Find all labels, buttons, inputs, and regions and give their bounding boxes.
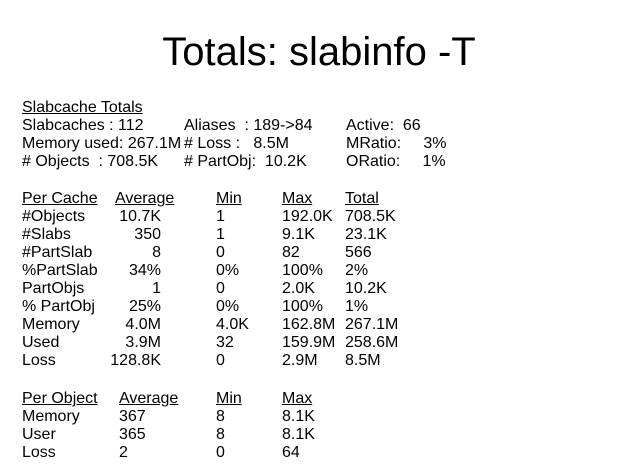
table-cell: 23.1K [345, 226, 387, 243]
table-cell: 0% [216, 298, 240, 315]
column-header: Max [282, 390, 313, 407]
column-header: Per Cache [22, 190, 98, 207]
table-cell: 365 [119, 426, 146, 443]
table-cell: 566 [345, 244, 372, 261]
table-cell: 82 [282, 244, 300, 261]
totals-cell: # Loss : 8.5M [184, 135, 289, 152]
table-cell: 34% [128, 262, 161, 279]
table-cell: 8.5M [345, 352, 381, 369]
totals-cell: MRatio: 3% [346, 135, 447, 152]
row-label: % PartObj [22, 298, 95, 315]
table-cell: 0 [216, 244, 225, 261]
table-cell: 0 [216, 444, 225, 461]
table-cell: 10.2K [345, 280, 387, 297]
table-cell: 100% [282, 262, 323, 279]
totals-cell: # Objects : 708.5K [22, 153, 159, 170]
row-label: #PartSlab [22, 244, 93, 261]
table-cell: 8 [216, 426, 225, 443]
row-label: %PartSlab [22, 262, 98, 279]
column-header: Max [282, 190, 313, 207]
totals-cell: Slabcaches : 112 [22, 117, 144, 134]
row-label: #Slabs [22, 226, 71, 243]
column-header: Average [115, 190, 175, 207]
row-label: User [22, 426, 56, 443]
row-label: Loss [22, 352, 56, 369]
table-cell: 0% [216, 262, 240, 279]
column-header: Average [119, 390, 179, 407]
table-cell: 100% [282, 298, 323, 315]
table-cell: 2 [119, 444, 128, 461]
table-cell: 25% [128, 298, 161, 315]
table-cell: 8.1K [282, 408, 315, 425]
table-cell: 0 [216, 280, 225, 297]
table-cell: 4.0M [125, 316, 161, 333]
table-cell: 192.0K [282, 208, 333, 225]
totals-cell: Active: 66 [346, 117, 421, 134]
table-cell: 1 [152, 280, 161, 297]
table-cell: 64 [282, 444, 300, 461]
table-cell: 2.0K [282, 280, 315, 297]
column-header: Total [345, 190, 379, 207]
row-label: Used [22, 334, 60, 351]
row-label: #Objects [22, 208, 86, 225]
table-cell: 708.5K [345, 208, 396, 225]
totals-cell: # PartObj: 10.2K [184, 153, 307, 170]
table-cell: 162.8M [282, 316, 336, 333]
totals-cell: Memory used: 267.1M [22, 135, 182, 152]
column-header: Min [216, 390, 242, 407]
table-cell: 9.1K [282, 226, 315, 243]
table-cell: 10.7K [119, 208, 161, 225]
table-cell: 2.9M [282, 352, 318, 369]
table-cell: 367 [119, 408, 146, 425]
table-cell: 1 [216, 226, 225, 243]
table-cell: 32 [216, 334, 234, 351]
table-cell: 350 [134, 226, 161, 243]
page-title: Totals: slabinfo -T [162, 30, 476, 74]
section-heading: Slabcache Totals [22, 99, 143, 116]
table-cell: 1% [345, 298, 369, 315]
table-cell: 8.1K [282, 426, 315, 443]
table-cell: 258.6M [345, 334, 399, 351]
row-label: Memory [22, 408, 80, 425]
row-label: Memory [22, 316, 80, 333]
table-cell: 267.1M [345, 316, 399, 333]
table-cell: 3.9M [125, 334, 161, 351]
row-label: Loss [22, 444, 56, 461]
table-cell: 8 [216, 408, 225, 425]
table-cell: 159.9M [282, 334, 336, 351]
totals-cell: Aliases : 189->84 [184, 117, 313, 134]
table-cell: 8 [152, 244, 161, 261]
row-label: PartObjs [22, 280, 85, 297]
column-header: Min [216, 190, 242, 207]
table-cell: 1 [216, 208, 225, 225]
table-cell: 128.8K [110, 352, 161, 369]
column-header: Per Object [22, 390, 98, 407]
table-cell: 4.0K [216, 316, 249, 333]
totals-cell: ORatio: 1% [346, 153, 446, 170]
table-cell: 2% [345, 262, 369, 279]
table-cell: 0 [216, 352, 225, 369]
